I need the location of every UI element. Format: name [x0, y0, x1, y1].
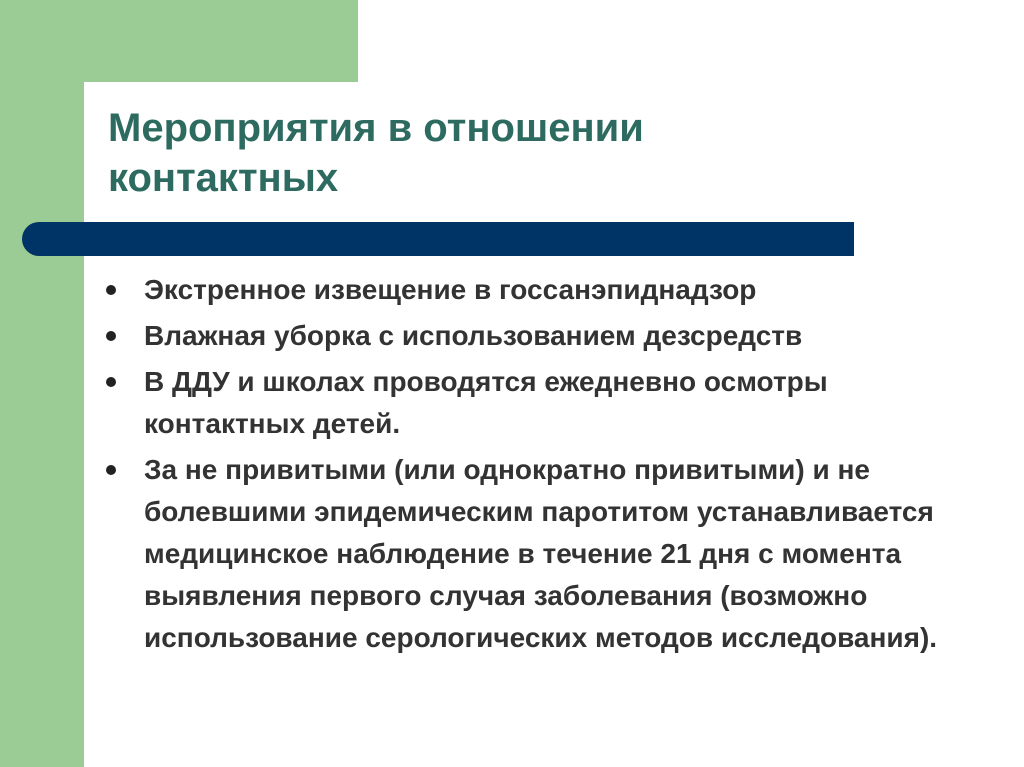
bullet-item [104, 361, 984, 445]
bullet-text: Экстренное извещение в госсанэпиднадзор [144, 274, 757, 305]
bullet-text: В ДДУ и школах проводятся ежедневно осмотры контактных детей. [144, 366, 828, 439]
bullet-dot-icon [106, 465, 116, 475]
bullet-item [104, 269, 984, 311]
title-divider-bar [22, 222, 854, 256]
slide-title: Мероприятия в отношении контактных [108, 106, 644, 200]
bullet-item [104, 315, 984, 357]
bullet-dot-icon [106, 377, 116, 387]
bullet-dot-icon [106, 331, 116, 341]
green-accent-top [0, 0, 358, 82]
bullet-list [104, 269, 984, 663]
bullet-item [104, 449, 984, 659]
bullet-dot-icon [106, 285, 116, 295]
bullet-text: Влажная уборка с использованием дезсредств [144, 320, 803, 351]
bullet-text: За не привитыми (или однократно привитыми) и не болевшими эпидемическим паротитом устанавливается медицинское наблюдение в течение 21 дня с момента выявления первого случая заболевания (возможно использование серологических методов исследования). [144, 454, 938, 653]
green-accent-left [0, 0, 84, 767]
